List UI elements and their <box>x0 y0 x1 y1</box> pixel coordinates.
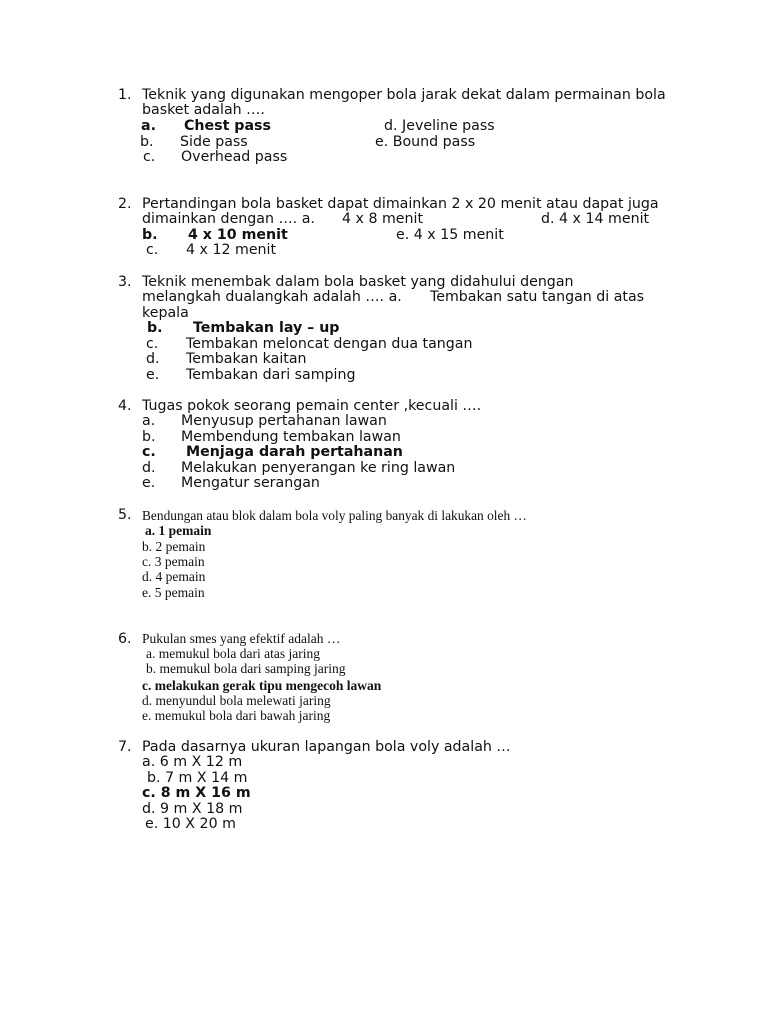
option-letter: c. <box>146 242 159 258</box>
option: d. Jeveline pass <box>384 118 495 134</box>
option: Mengatur serangan <box>181 475 320 491</box>
option: d. menyundul bola melewati jaring <box>142 693 331 708</box>
option: e. 4 x 15 menit <box>396 227 504 243</box>
question-text: Tugas pokok seorang pemain center ,kecuali …. <box>142 398 482 414</box>
question-number: 7. <box>118 739 132 755</box>
option: e. Bound pass <box>375 134 476 150</box>
question-text: dimainkan dengan …. a. <box>142 211 315 227</box>
question-number: 5. <box>118 507 132 523</box>
option-letter: b. <box>142 429 156 445</box>
question-text: basket adalah …. <box>142 102 265 118</box>
option: a. 6 m X 12 m <box>142 754 243 770</box>
question-text: kepala <box>142 305 189 321</box>
option: b. memukul bola dari samping jaring <box>146 661 346 676</box>
option-correct: c. 8 m X 16 m <box>142 785 251 801</box>
option: 4 x 8 menit <box>342 211 424 227</box>
question-number: 2. <box>118 196 132 212</box>
option-letter: c. <box>143 149 156 165</box>
option: c. 3 pemain <box>142 554 205 569</box>
option: Membendung tembakan lawan <box>181 429 401 445</box>
option-letter: c. <box>142 444 156 460</box>
option-letter: a. <box>141 118 156 134</box>
option: e. 5 pemain <box>142 585 205 600</box>
option: Tembakan meloncat dengan dua tangan <box>186 336 473 352</box>
option: Tembakan satu tangan di atas <box>430 289 645 305</box>
option-letter: d. <box>146 351 160 367</box>
question-text: Teknik menembak dalam bola basket yang didahului dengan <box>142 274 574 290</box>
option: 4 x 12 menit <box>186 242 277 258</box>
option-letter: b. <box>147 320 163 336</box>
option: Tembakan kaitan <box>186 351 307 367</box>
option-letter: a. <box>142 413 156 429</box>
option-correct: 4 x 10 menit <box>188 227 288 243</box>
question-text: melangkah dualangkah adalah …. a. <box>142 289 402 305</box>
question-text: Pukulan smes yang efektif adalah … <box>142 631 341 646</box>
option-letter: b. <box>140 134 154 150</box>
question-number: 6. <box>118 631 132 647</box>
question-text: Teknik yang digunakan mengoper bola jarak dekat dalam permainan bola <box>142 87 666 103</box>
question-number: 3. <box>118 274 132 290</box>
option: b. 2 pemain <box>142 539 206 554</box>
option-correct: Menjaga darah pertahanan <box>186 444 403 460</box>
question-number: 4. <box>118 398 132 414</box>
option: a. memukul bola dari atas jaring <box>146 646 320 661</box>
option-correct: Tembakan lay – up <box>193 320 340 336</box>
option-letter: c. <box>146 336 159 352</box>
option-letter: e. <box>146 367 160 383</box>
option: d. 9 m X 18 m <box>142 801 243 817</box>
option-correct: c. melakukan gerak tipu mengecoh lawan <box>142 678 382 693</box>
option-letter: e. <box>142 475 156 491</box>
option: Side pass <box>180 134 248 150</box>
question-text: Pertandingan bola basket dapat dimainkan 2 x 20 menit atau dapat juga <box>142 196 659 212</box>
option: Tembakan dari samping <box>186 367 356 383</box>
option: e. memukul bola dari bawah jaring <box>142 708 331 723</box>
option: d. 4 pemain <box>142 569 206 584</box>
option-correct: a. 1 pemain <box>145 523 212 538</box>
option: e. 10 X 20 m <box>145 816 236 832</box>
option: b. 7 m X 14 m <box>147 770 248 786</box>
option: d. 4 x 14 menit <box>541 211 650 227</box>
option-letter: b. <box>142 227 158 243</box>
option: Overhead pass <box>181 149 288 165</box>
question-text: Bendungan atau blok dalam bola voly paling banyak di lakukan oleh … <box>142 508 527 523</box>
question-number: 1. <box>118 87 132 103</box>
option: Melakukan penyerangan ke ring lawan <box>181 460 456 476</box>
option-correct: Chest pass <box>184 118 271 134</box>
option-letter: d. <box>142 460 156 476</box>
option: Menyusup pertahanan lawan <box>181 413 387 429</box>
question-text: Pada dasarnya ukuran lapangan bola voly adalah … <box>142 739 511 755</box>
